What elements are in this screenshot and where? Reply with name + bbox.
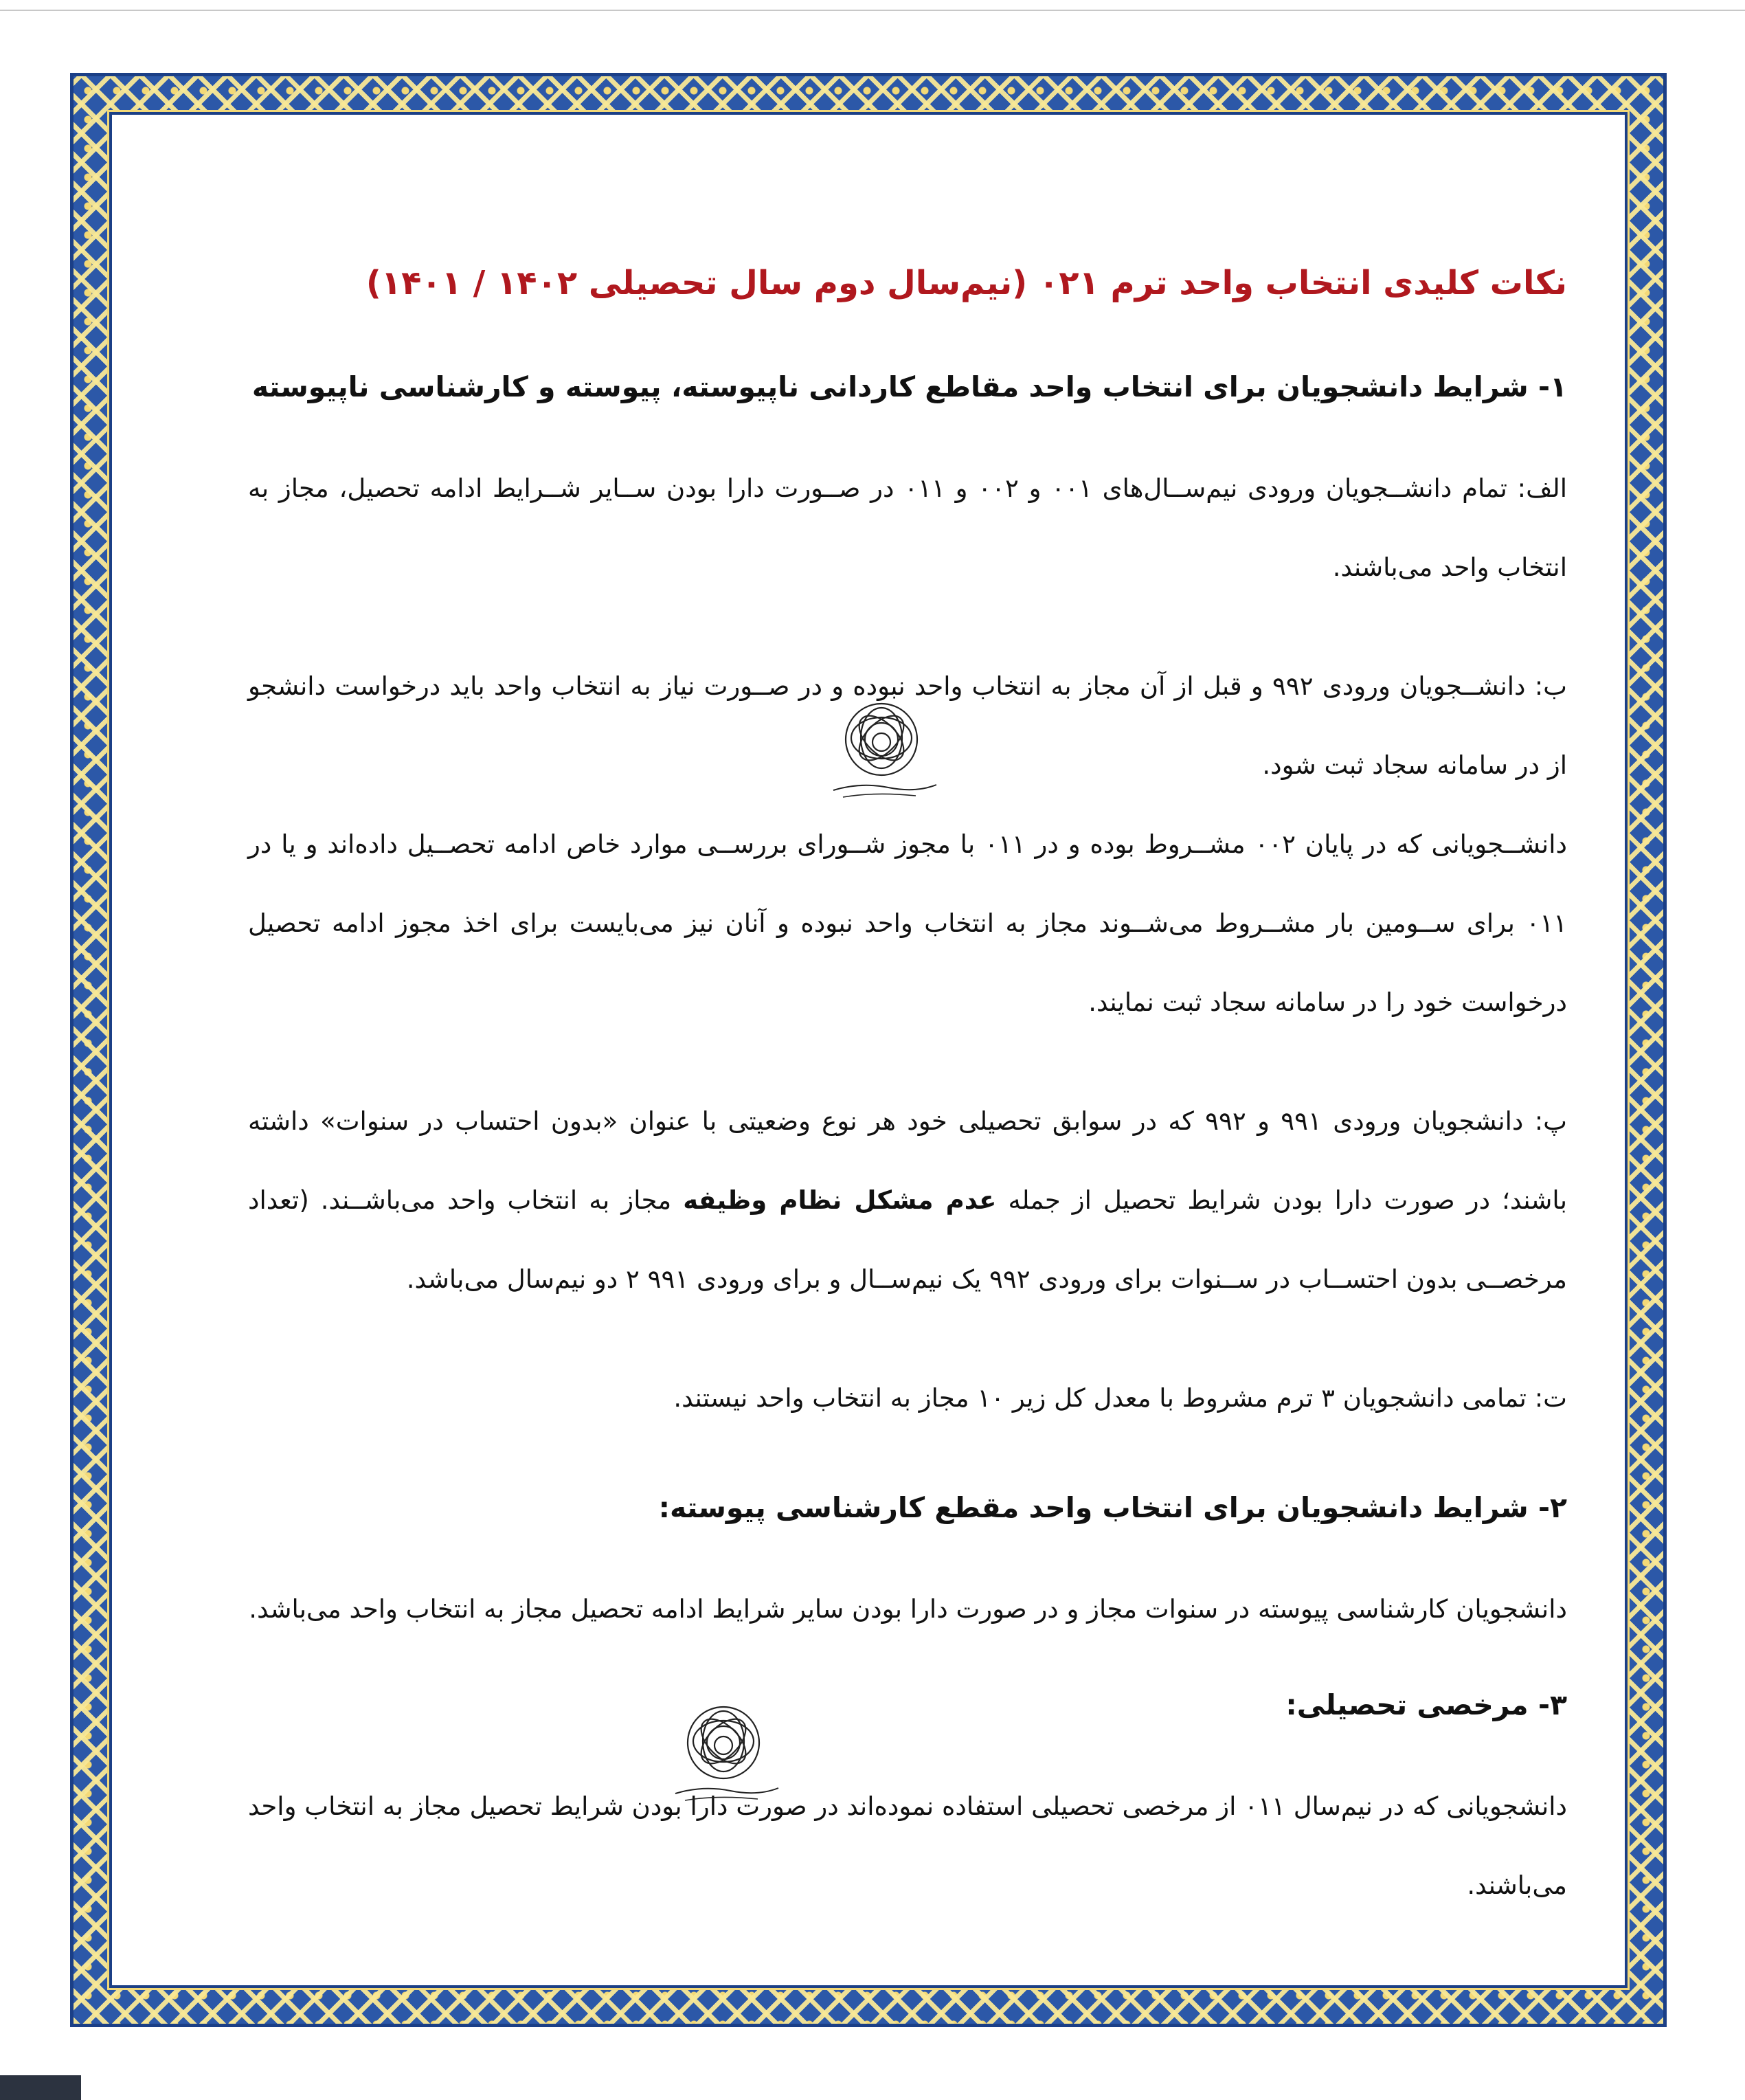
section-2-paragraph: دانشجویان کارشناسی پیوسته در سنوات مجاز و در صورت دارا بودن سایر شرایط ادامه تحصیل مجاز به انتخاب واحد می‌باشد. xyxy=(249,1594,1567,1624)
section-3-paragraph: دانشجویانی که در نیم‌سال ۰۱۱ از مرخصی تحصیلی استفاده نموده‌اند در صورت دارا بودن شرایط تحصیل مجاز به انتخاب واحد می‌باشند. xyxy=(248,1791,1568,1900)
section-2-heading: ۲- شرایط دانشجویان برای انتخاب واحد مقطع کارشناسی پیوسته: xyxy=(658,1491,1567,1524)
watermark-badge xyxy=(0,2075,81,2100)
document-body xyxy=(248,156,1567,1925)
section-1-heading: ۱- شرایط دانشجویان برای انتخاب واحد مقاطع کاردانی ناپیوسته، پیوسته و کارشناسی ناپیوسته xyxy=(251,370,1567,403)
section-1-paragraph-alef: الف: تمام دانشــجویان ورودی نیم‌ســال‌های ۰۰۱ و ۰۰۲ و ۰۱۱ در صــورت دارا بودن ســایر شــرایط ادامه تحصیل، مجاز به انتخاب واحد می‌باشند. xyxy=(248,473,1568,582)
document-page xyxy=(109,112,1628,1988)
military-service-emphasis: عدم مشکل نظام وظیفه xyxy=(683,1185,997,1215)
university-seal-icon xyxy=(655,1699,792,1809)
university-seal-icon xyxy=(813,695,950,805)
paragraph-pe-tail: مجاز به انتخاب واحد می‌باشــند. (تعداد مرخصــی بدون احتســاب در ســنوات برای ورودی ۹۹۲ یک نیم‌ســال و برای ورودی ۹۹۱ ۲ دو نیم‌سال می‌باشد. xyxy=(248,1185,1567,1294)
section-3-heading: ۳- مرخصی تحصیلی: xyxy=(1285,1688,1567,1721)
ornamental-frame xyxy=(70,73,1667,2027)
section-1-paragraph-be: ب: دانشــجویان ورودی ۹۹۲ و قبل از آن مجاز به انتخاب واحد نبوده و در صــورت نیاز به انتخاب واحد باید درخواست دانشجو از در سامانه سجاد ثبت شود. xyxy=(248,671,1567,780)
top-divider xyxy=(0,10,1745,11)
section-1-paragraph-probation: دانشــجویانی که در پایان ۰۰۲ مشــروط بوده و در ۰۱۱ با مجوز شــورای بررســی موارد خاص ادامه تحصــیل داده‌اند و یا در ۰۱۱ برای ســومین بار مشــروط می‌شــوند مجاز به انتخاب واحد نبوده و آنان نیز می‌بایست برای اخذ مجوز ادامه تحصیل درخواست خود را در سامانه سجاد ثبت نمایند. xyxy=(248,829,1567,1017)
section-1-paragraph-pe xyxy=(248,1082,1567,1319)
document-title: نکات کلیدی انتخاب واحد ترم ۰۲۱ (نیم‌سال دوم سال تحصیلی ۱۴۰۲ / ۱۴۰۱) xyxy=(365,264,1567,302)
section-1-paragraph-te: ت: تمامی دانشجویان ۳ ترم مشروط با معدل کل زیر ۱۰ مجاز به انتخاب واحد نیستند. xyxy=(673,1383,1567,1413)
paragraph-pe-lead: پ: دانشجویان ورودی ۹۹۱ و ۹۹۲ که در سوابق تحصیلی خود هر نوع وضعیتی با عنوان «بدون احتساب در سنوات» داشته باشند؛ در صورت دارا بودن شرایط تحصیل از جمله xyxy=(248,1106,1568,1215)
